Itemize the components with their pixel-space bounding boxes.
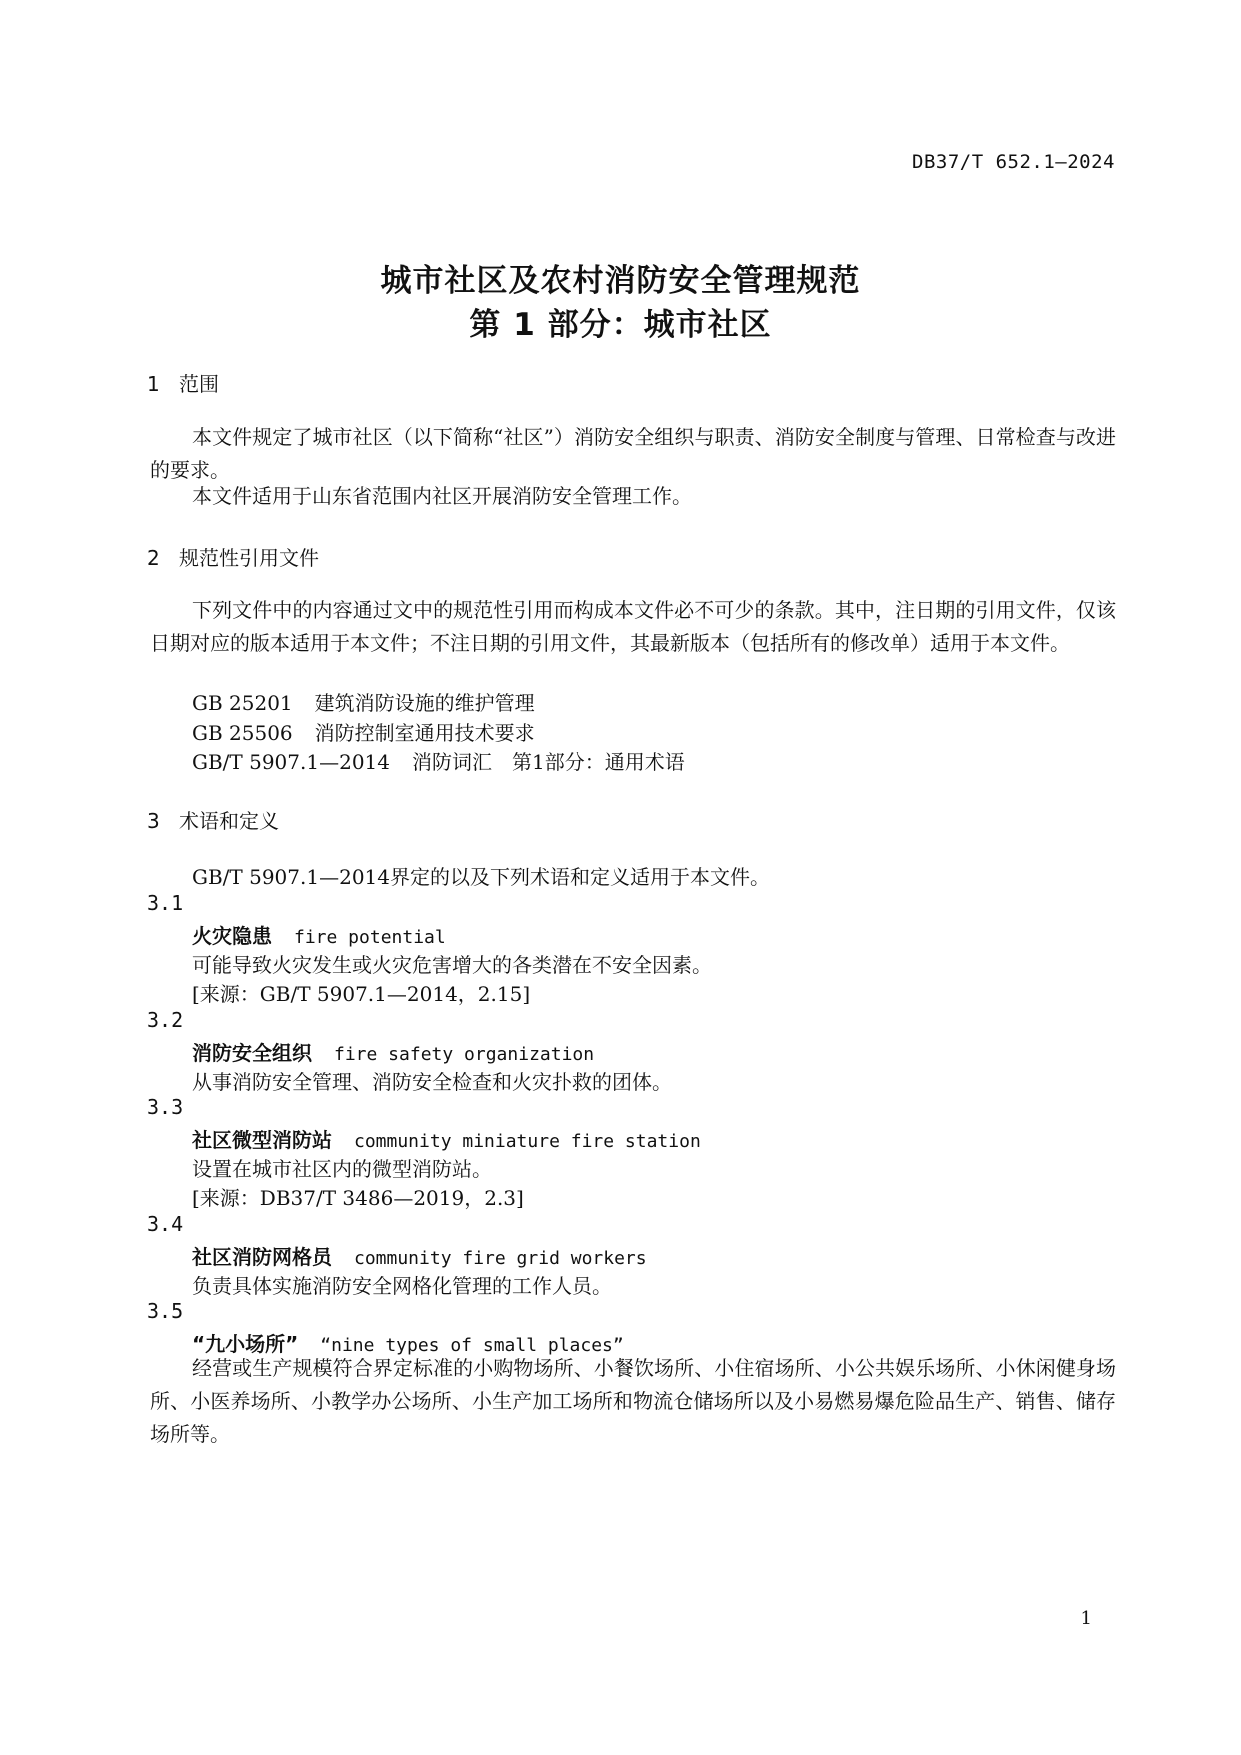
term-source: [来源：GB/T 5907.1—2014，2.15] xyxy=(192,982,531,1006)
term-english: community miniature fire station xyxy=(354,1131,701,1152)
term-chinese: “九小场所” xyxy=(192,1332,299,1356)
term-number: 3.1 xyxy=(147,891,184,915)
term-heading xyxy=(192,1241,647,1270)
term-english: community fire grid workers xyxy=(354,1248,647,1269)
term-chinese: 火灾隐患 xyxy=(192,924,272,948)
term-definition: 经营或生产规模符合界定标准的小购物场所、小餐饮场所、小住宿场所、小公共娱乐场所、小休闲健身场所、小医养场所、小教学办公场所、小生产加工场所和物流仓储场所以及小易燃易爆危险品生产、销售、储存场所等。 xyxy=(150,1356,1116,1446)
term-definition: 可能导致火灾发生或火灾危害增大的各类潜在不安全因素。 xyxy=(192,953,712,977)
term-chinese: 社区消防网格员 xyxy=(192,1245,332,1269)
term-heading xyxy=(192,920,446,949)
term-chinese: 社区微型消防站 xyxy=(192,1128,332,1152)
section-title: 规范性引用文件 xyxy=(179,546,319,570)
document-title: 城市社区及农村消防安全管理规范 xyxy=(380,263,861,299)
scope-paragraph-2: 本文件适用于山东省范围内社区开展消防安全管理工作。 xyxy=(192,484,692,508)
term-number: 3.5 xyxy=(147,1299,184,1323)
term-heading xyxy=(192,1037,594,1066)
page-number: 1 xyxy=(1080,1608,1092,1629)
scope-paragraph-1: 本文件规定了城市社区（以下简称“社区”）消防安全组织与职责、消防安全制度与管理、日常检查与改进的要求。 xyxy=(150,425,1116,482)
section-heading-references xyxy=(147,542,319,571)
reference-item xyxy=(192,687,535,716)
terms-intro: GB/T 5907.1—2014界定的以及下列术语和定义适用于本文件。 xyxy=(192,865,770,889)
term-number: 3.3 xyxy=(147,1095,184,1119)
term-chinese: 消防安全组织 xyxy=(192,1041,312,1065)
document-subtitle: 第 1 部分：城市社区 xyxy=(469,307,772,343)
term-english: “nine types of small places” xyxy=(320,1335,624,1356)
term-number: 3.2 xyxy=(147,1008,184,1032)
term-english: fire safety organization xyxy=(334,1044,595,1065)
section-number: 2 xyxy=(147,546,160,570)
section-number: 3 xyxy=(147,809,160,833)
term-definition: 负责具体实施消防安全网格化管理的工作人员。 xyxy=(192,1274,612,1298)
reference-code: GB 25201 xyxy=(192,691,293,715)
document-code: DB37/T 652.1—2024 xyxy=(912,151,1115,173)
term-english: fire potential xyxy=(294,927,446,948)
section-number: 1 xyxy=(147,372,160,396)
reference-title: 消防控制室通用技术要求 xyxy=(314,721,535,745)
term-definition: 从事消防安全管理、消防安全检查和火灾扑救的团体。 xyxy=(192,1070,672,1094)
term-source: [来源：DB37/T 3486—2019，2.3] xyxy=(192,1186,524,1210)
reference-code: GB/T 5907.1—2014 xyxy=(192,750,390,774)
section-heading-terms xyxy=(147,805,279,834)
term-definition: 设置在城市社区内的微型消防站。 xyxy=(192,1157,492,1181)
reference-code: GB 25506 xyxy=(192,721,293,745)
reference-title: 建筑消防设施的维护管理 xyxy=(314,691,535,715)
references-intro: 下列文件中的内容通过文中的规范性引用而构成本文件必不可少的条款。其中，注日期的引用文件，仅该日期对应的版本适用于本文件；不注日期的引用文件，其最新版本（包括所有的修改单）适用于本文件。 xyxy=(150,598,1116,655)
term-heading xyxy=(192,1124,701,1153)
section-title: 范围 xyxy=(179,372,219,396)
reference-item xyxy=(192,717,535,746)
term-number: 3.4 xyxy=(147,1212,184,1236)
section-title: 术语和定义 xyxy=(179,809,279,833)
reference-title: 消防词汇 第1部分：通用术语 xyxy=(412,750,685,774)
section-heading-scope xyxy=(147,368,219,397)
reference-item xyxy=(192,746,685,775)
